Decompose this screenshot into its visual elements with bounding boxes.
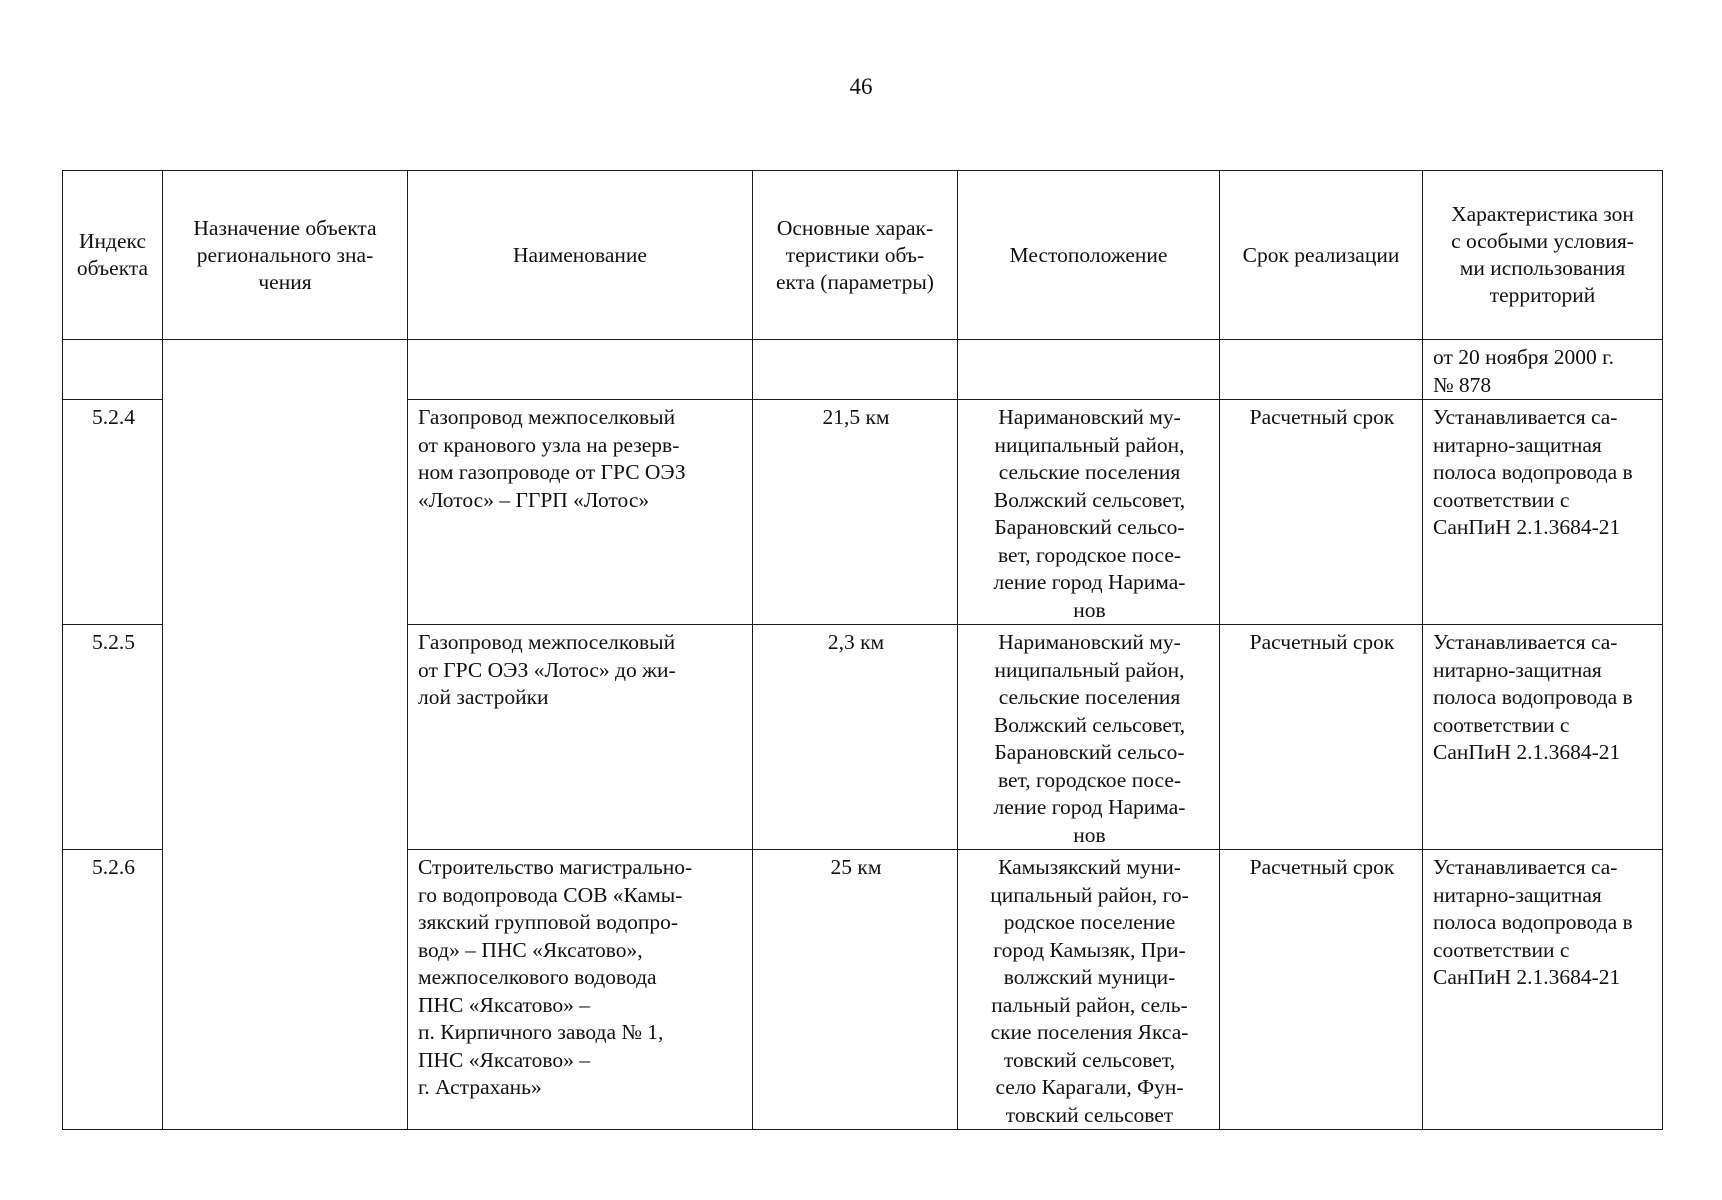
row-name: Строительство магистрально- го водопровода СОВ «Камы- зякский групповой водопро- вод» – ПНС «Яксатово», межпоселкового водовода ПНС «Яксатово» – п. Кирпичного завода № 1, ПНС «Яксатово» – г. Астрахань» bbox=[408, 850, 753, 1130]
row-params: 2,3 км bbox=[753, 625, 958, 850]
row-name: Газопровод межпоселковый от кранового узла на резерв- ном газопроводе от ГРС ОЭЗ «Лотос» – ГГРП «Лотос» bbox=[408, 400, 753, 625]
row-term: Расчетный срок bbox=[1220, 400, 1423, 625]
table-header-row bbox=[63, 171, 1663, 340]
continuation-params-cell bbox=[753, 340, 958, 400]
row-index: 5.2.6 bbox=[63, 850, 163, 1130]
header-purpose: Назначение объекта регионального зна- чения bbox=[163, 171, 408, 340]
continuation-zones-cell: от 20 ноября 2000 г. № 878 bbox=[1423, 340, 1663, 400]
continuation-location-cell bbox=[958, 340, 1220, 400]
row-index: 5.2.5 bbox=[63, 625, 163, 850]
header-index: Индекс объекта bbox=[63, 171, 163, 340]
row-term: Расчетный срок bbox=[1220, 850, 1423, 1130]
header-zones: Характеристика зон с особыми условия- ми использования территорий bbox=[1423, 171, 1663, 340]
row-zones: Устанавливается са- нитарно-защитная полоса водопровода в соответствии с СанПиН 2.1.3684-21 bbox=[1423, 625, 1663, 850]
continuation-name-cell bbox=[408, 340, 753, 400]
purpose-cell bbox=[163, 340, 408, 1130]
continuation-row bbox=[63, 340, 1663, 400]
row-params: 25 км bbox=[753, 850, 958, 1130]
row-term: Расчетный срок bbox=[1220, 625, 1423, 850]
header-name: Наименование bbox=[408, 171, 753, 340]
row-params: 21,5 км bbox=[753, 400, 958, 625]
continuation-index-cell bbox=[63, 340, 163, 400]
row-zones: Устанавливается са- нитарно-защитная полоса водопровода в соответствии с СанПиН 2.1.3684-21 bbox=[1423, 850, 1663, 1130]
row-location: Наримановский му- ниципальный район, сельские поселения Волжский сельсовет, Барановский сельсо- вет, городское посе- ление город Нарима- нов bbox=[958, 400, 1220, 625]
header-params: Основные харак- теристики объ- екта (параметры) bbox=[753, 171, 958, 340]
header-term: Срок реализации bbox=[1220, 171, 1423, 340]
row-zones: Устанавливается са- нитарно-защитная полоса водопровода в соответствии с СанПиН 2.1.3684-21 bbox=[1423, 400, 1663, 625]
row-location: Камызякский муни- ципальный район, го- родское поселение город Камызяк, При- волжский муници- пальный район, сель- ские поселения Якса- товский сельсовет, село Карагали, Фун- товский сельсовет bbox=[958, 850, 1220, 1130]
regional-objects-table bbox=[62, 170, 1663, 1130]
row-index: 5.2.4 bbox=[63, 400, 163, 625]
header-location: Местоположение bbox=[958, 171, 1220, 340]
row-name: Газопровод межпоселковый от ГРС ОЭЗ «Лотос» до жи- лой застройки bbox=[408, 625, 753, 850]
continuation-term-cell bbox=[1220, 340, 1423, 400]
page-number: 46 bbox=[849, 74, 873, 99]
row-location: Наримановский му- ниципальный район, сельские поселения Волжский сельсовет, Барановский сельсо- вет, городское посе- ление город Нарима- нов bbox=[958, 625, 1220, 850]
